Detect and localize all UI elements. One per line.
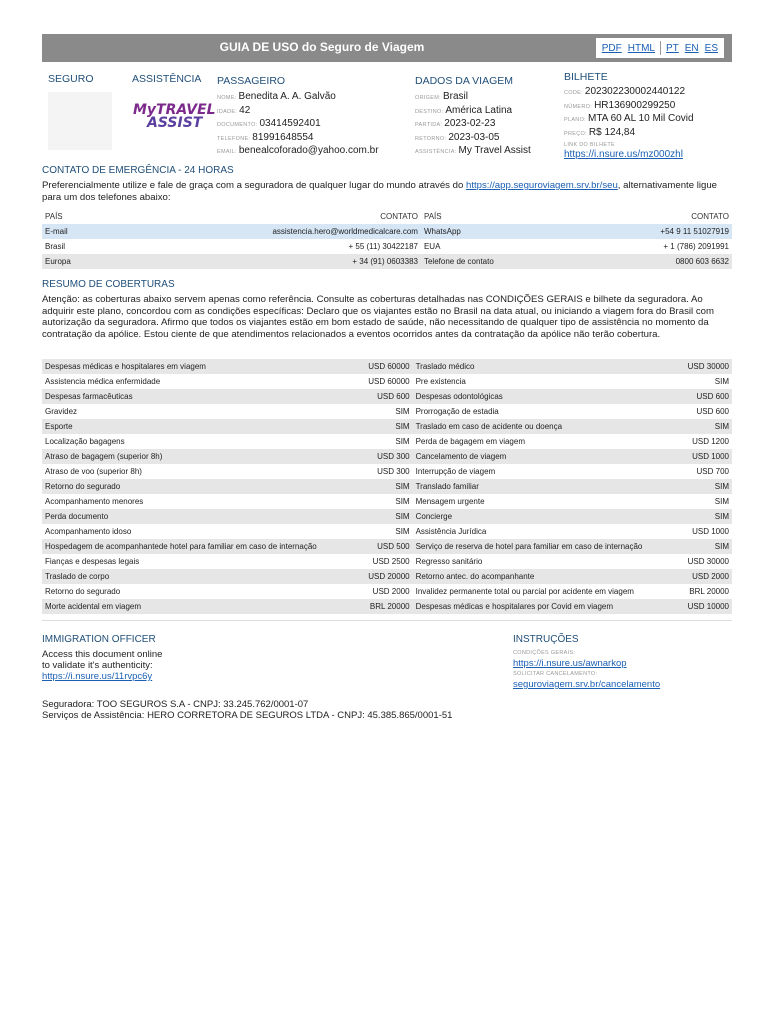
coverage-item: Prorrogação de estadia (415, 407, 499, 416)
retorno-label: RETORNO: (415, 135, 447, 142)
nome-label: NOME: (217, 95, 237, 101)
coverage-value: USD 700 (696, 467, 729, 476)
numero-label: NÚMERO: (564, 103, 593, 110)
coverage-value: USD 600 (696, 407, 729, 416)
table-row (42, 224, 732, 239)
coverage-item: Acompanhamento menores (45, 497, 144, 506)
trip-destination: América Latina (445, 104, 513, 116)
coverage-value: USD 60000 (359, 359, 413, 374)
coverage-item: Interrupção de viagem (415, 467, 496, 476)
coverage-row (42, 449, 732, 464)
partida-label: PARTIDA: (415, 122, 443, 128)
ticket-code: 202302230002440122 (584, 86, 686, 97)
contact-value: + 55 (11) 30422187 (348, 242, 418, 251)
coverage-item: Traslado de corpo (42, 569, 359, 584)
email-label: EMAIL: (217, 149, 237, 155)
coverage-value: USD 30000 (678, 359, 732, 374)
coverage-row (42, 584, 732, 599)
passenger-email: benealcoforado@yahoo.com.br (238, 145, 379, 156)
contact-country: E-mail (42, 224, 108, 239)
pdf-link[interactable]: PDF (601, 42, 622, 54)
emergency-contacts-table (42, 209, 732, 269)
coverage-row (42, 569, 732, 584)
instrucoes-header: INSTRUÇÕES (513, 634, 579, 645)
coverage-item: Translado familiar (413, 479, 678, 494)
col-pais-2: PAÍS (423, 212, 442, 221)
coverage-row (42, 494, 732, 509)
coverage-row (42, 464, 732, 479)
immigration-header: IMMIGRATION OFFICER (42, 634, 156, 645)
coverage-value: USD 1200 (692, 437, 729, 446)
immigration-info (42, 649, 162, 682)
coverage-item: Regresso sanitário (415, 557, 483, 566)
coverage-value: SIM (678, 419, 732, 434)
contact-value: + 1 (786) 2091991 (663, 242, 729, 251)
coverage-item: Cancelamento de viagem (413, 449, 678, 464)
contact-country: Brasil (45, 242, 66, 251)
trip-assistance: My Travel Assist (458, 145, 531, 156)
condicoes-link[interactable]: https://i.nsure.us/awnarkop (513, 658, 627, 669)
immigration-line-1: Access this document online (42, 649, 163, 660)
documento-label: DOCUMENTO: (217, 122, 258, 128)
coverage-item: Acompanhamento idoso (45, 527, 132, 536)
coverage-value: USD 2000 (678, 569, 732, 584)
passenger-info (217, 91, 379, 159)
plano-label: PLANO: (564, 117, 586, 123)
coverage-value: USD 300 (359, 449, 413, 464)
coverage-value: USD 2500 (372, 557, 410, 566)
emergency-text (42, 180, 732, 203)
coverage-value: SIM (395, 527, 410, 536)
coverage-row (42, 554, 732, 569)
contact-value: 0800 603 6632 (578, 254, 732, 269)
trip-return: 2023-03-05 (448, 131, 500, 143)
passageiro-header: PASSAGEIRO (217, 75, 286, 87)
coverage-value: USD 300 (377, 467, 410, 476)
contact-country: WhatsApp (421, 224, 578, 239)
contact-value: + 34 (91) 0603383 (108, 254, 421, 269)
code-label: CODE: (564, 90, 583, 96)
coverage-row (42, 374, 732, 389)
coverage-value: BRL 20000 (689, 587, 729, 596)
emergency-text-2: , alternativamente ligue para um dos telefones abaixo: (42, 180, 717, 203)
coverage-item: Assistencia médica enfermidade (45, 377, 161, 386)
seguro-header: SEGURO (48, 73, 94, 85)
coverage-item: Despesas médicas e hospitalares por Covid em viagem (413, 599, 678, 614)
coverage-item: Perda documento (42, 509, 359, 524)
coverage-row (42, 539, 732, 554)
coverage-value: USD 600 (678, 389, 732, 404)
coverage-value: USD 30000 (687, 557, 729, 566)
contact-country: Europa (42, 254, 108, 269)
coverage-row (42, 404, 732, 419)
coverage-value: USD 1000 (678, 449, 732, 464)
coverage-value: USD 600 (359, 389, 413, 404)
coverage-value: USD 20000 (359, 569, 413, 584)
preco-label: PREÇO: (564, 130, 587, 137)
ticket-price: R$ 124,84 (588, 126, 636, 138)
coverage-value: SIM (359, 479, 413, 494)
insurer-info: Seguradora: TOO SEGUROS S.A - CNPJ: 33.245.762/0001-07 (42, 699, 309, 710)
coverage-item: Retorno do segurado (42, 479, 359, 494)
coverage-header: RESUMO DE COBERTURAS (42, 279, 175, 290)
coverage-text: Atenção: as coberturas abaixo servem apenas como referência. Consulte as coberturas detalhadas nas CONDIÇÕES GERAIS e bilhete da seguradora. Ao adquirir este plano, concordou com as condições específicas: Declaro que os viajantes estão no Brasil na data atual, ou iniciando a viagem fora do Brasil com autorização da seguradora. Afirmo que todos os viajantes estão em bom estado de saúde, não necessitando de qualquer tipo de assistência no momento da contratação da apólice. Estou ciente de que atendimentos relacionados a eventos ocorridos antes da contratação da apólice não terão cobertura. (42, 294, 714, 340)
coverage-item: Serviço de reserva de hotel para familiar em caso de internação (413, 539, 678, 554)
bilhete-header: BILHETE (564, 71, 608, 83)
table-row (42, 254, 732, 269)
passenger-document: 03414592401 (259, 118, 321, 129)
coverage-item: Hospedagem de acompanhantede hotel para familiar em caso de internação (42, 539, 359, 554)
ticket-plan: MTA 60 AL 10 Mil Covid (587, 113, 694, 124)
top-bar (42, 34, 732, 62)
ticket-link[interactable]: https://i.nsure.us/mz000zhl (564, 149, 683, 160)
coverage-item: Atraso de bagagem (superior 8h) (42, 449, 359, 464)
coverage-table (42, 359, 732, 614)
coverage-value: SIM (359, 419, 413, 434)
divider (660, 41, 661, 55)
coverage-item: Mensagem urgente (415, 497, 485, 506)
coverage-value: SIM (714, 377, 729, 386)
emergency-header: CONTATO DE EMERGÊNCIA - 24 HORAS (42, 165, 234, 176)
emergency-text-1: Preferencialmente utilize e fale de graça com a seguradora de qualquer lugar do mundo através do (42, 180, 466, 191)
emergency-app-link[interactable]: https://app.seguroviagem.srv.br/seu (465, 180, 618, 191)
trip-departure: 2023-02-23 (444, 118, 496, 129)
coverage-item: Traslado em caso de acidente ou doença (413, 419, 678, 434)
viagem-header: DADOS DA VIAGEM (415, 75, 514, 87)
lang-pt-link[interactable]: PT (665, 42, 679, 54)
cancelamento-link[interactable]: seguroviagem.srv.br/cancelamento (513, 679, 661, 690)
immigration-line-2: to validate it's authenticity: (42, 660, 153, 671)
coverage-item: Localização bagagens (45, 437, 125, 446)
lang-en-link[interactable]: EN (684, 42, 699, 54)
coverage-value: SIM (678, 509, 732, 524)
coverage-value: USD 10000 (678, 599, 732, 614)
coverage-value: USD 500 (359, 539, 413, 554)
coverage-value: SIM (395, 497, 410, 506)
coverage-row (42, 434, 732, 449)
col-contato: CONTATO (380, 212, 418, 221)
passenger-phone: 81991648554 (252, 131, 314, 143)
coverage-value: SIM (395, 437, 410, 446)
coverage-value: SIM (714, 497, 729, 506)
col-pais: PAÍS (45, 212, 63, 221)
origem-label: ORIGEM: (415, 95, 441, 101)
instrucoes-info (513, 649, 660, 690)
coverage-item: Fianças e despesas legais (45, 557, 140, 566)
coverage-value: USD 60000 (368, 377, 410, 386)
coverage-value: BRL 20000 (359, 599, 413, 614)
coverage-item: Pre existencia (415, 377, 466, 386)
col-contato-2: CONTATO (691, 212, 729, 221)
passenger-age: 42 (239, 104, 251, 116)
coverage-value: SIM (359, 509, 413, 524)
ticket-number: HR136900299250 (594, 99, 676, 111)
cancelamento-label: SOLICITAR CANCELAMENTO: (513, 671, 598, 677)
coverage-value: SIM (678, 539, 732, 554)
coverage-item: Despesas odontológicas (413, 389, 678, 404)
page-title: GUIA DE USO do Seguro de Viagem (219, 40, 425, 54)
format-language-links (596, 38, 724, 58)
coverage-item: Esporte (42, 419, 359, 434)
table-row (42, 239, 732, 254)
coverage-value: USD 1000 (692, 527, 729, 536)
table-header-row (42, 209, 732, 224)
contact-value: +54 9 11 51027919 (578, 224, 732, 239)
trip-info (415, 91, 531, 159)
assistencia-header: ASSISTÊNCIA (132, 73, 202, 85)
coverage-item: Traslado médico (413, 359, 678, 374)
coverage-item: Invalidez permanente total ou parcial por acidente em viagem (415, 587, 634, 596)
coverage-row (42, 359, 732, 374)
coverage-row (42, 524, 732, 539)
trip-origin: Brasil (442, 91, 468, 102)
condicoes-label: CONDIÇÕES GERAIS: (513, 650, 576, 656)
coverage-row (42, 599, 732, 614)
telefone-label: TELEFONE: (217, 135, 251, 142)
contact-country: EUA (423, 242, 441, 251)
html-link[interactable]: HTML (627, 42, 655, 54)
coverage-value: USD 2000 (372, 587, 410, 596)
coverage-row (42, 389, 732, 404)
coverage-item: Morte acidental em viagem (42, 599, 359, 614)
footer-legal (42, 699, 452, 721)
lang-es-link[interactable]: ES (704, 42, 718, 54)
ticket-info (564, 86, 694, 161)
coverage-row (42, 419, 732, 434)
coverage-value: SIM (678, 479, 732, 494)
divider (42, 620, 732, 621)
assistencia-label: ASSISTÊNCIA: (415, 149, 457, 155)
idade-label: IDADE: (217, 108, 238, 115)
contact-country: Telefone de contato (421, 254, 578, 269)
coverage-item: Retorno do segurado (45, 587, 121, 596)
logo-line2: ASSIST (147, 115, 203, 131)
coverage-item: Atraso de voo (superior 8h) (45, 467, 142, 476)
coverage-row (42, 509, 732, 524)
coverage-item: Despesas médicas e hospitalares em viagem (42, 359, 359, 374)
coverage-row (42, 479, 732, 494)
link-label: LINK DO BILHETE (564, 142, 615, 148)
passenger-name: Benedita A. A. Galvão (238, 91, 336, 102)
coverage-item: Assistência Jurídica (415, 527, 487, 536)
assistance-info: Serviços de Assistência: HERO CORRETORA DE SEGUROS LTDA - CNPJ: 45.385.865/0001-51 (42, 710, 453, 721)
coverage-item: Concierge (413, 509, 678, 524)
coverage-item: Despesas farmacêuticas (42, 389, 359, 404)
coverage-item: Perda de bagagem em viagem (415, 437, 525, 446)
coverage-item: Retorno antec. do acompanhante (413, 569, 678, 584)
logo-line1: MyTRAVEL (133, 102, 216, 118)
validation-link[interactable]: https://i.nsure.us/11rvpc6y (42, 671, 153, 682)
insurer-logo (48, 92, 112, 150)
coverage-item: Gravidez (45, 407, 78, 416)
coverage-value: SIM (395, 407, 410, 416)
contact-value: assistencia.hero@worldmedicalcare.com (108, 224, 421, 239)
destino-label: DESTINO: (415, 108, 444, 115)
assistance-logo (133, 102, 216, 134)
